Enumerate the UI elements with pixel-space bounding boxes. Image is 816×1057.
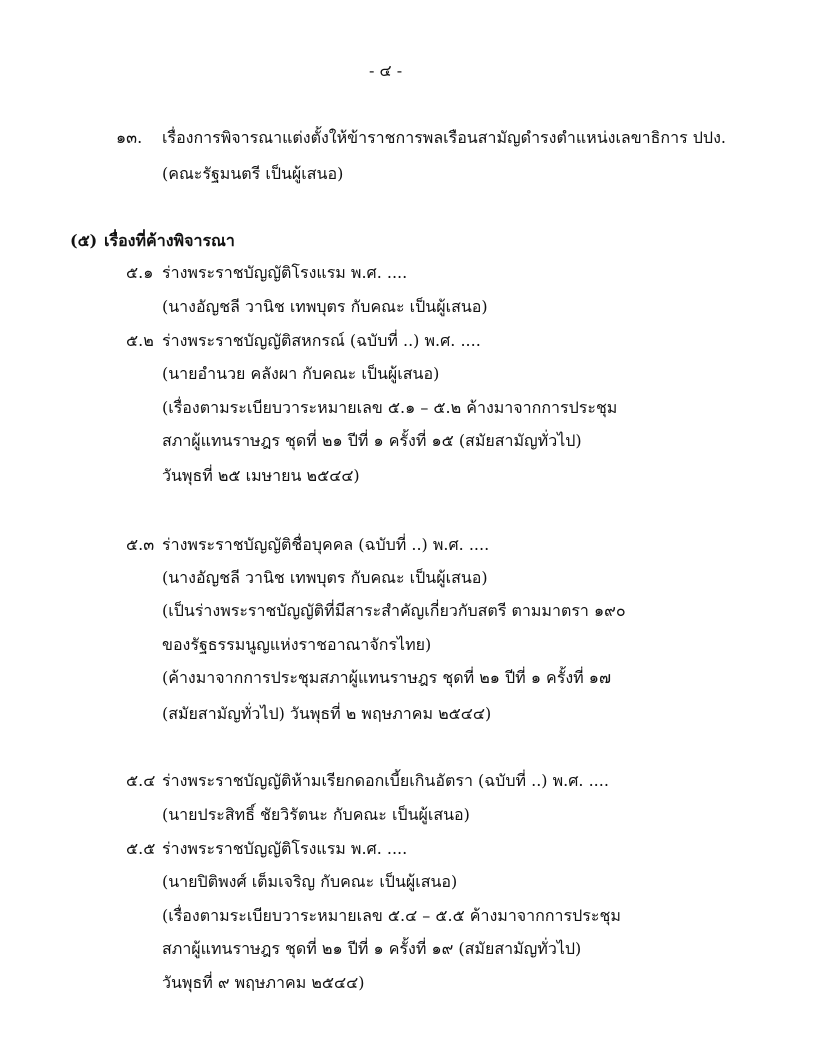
item-13-title: เรื่องการพิจารณาแต่งตั้งให้ข้าราชการพลเรือนสามัญดำรงตำแหน่งเลขาธิการ ปปง. <box>162 128 726 147</box>
item-number: ๕.๓ <box>126 535 155 554</box>
item-number: ๕.๑ <box>126 263 154 282</box>
item-line: (นางอัญชลี วานิช เทพบุตร กับคณะ เป็นผู้เสนอ) <box>162 297 488 316</box>
item-line: (นายประสิทธิ์ ชัยวิรัตนะ กับคณะ เป็นผู้เสนอ) <box>162 805 470 824</box>
item-line: วันพุธที่ ๙ พฤษภาคม ๒๕๔๔) <box>162 973 365 992</box>
item-title: ร่างพระราชบัญญัติโรงแรม พ.ศ. .... <box>162 839 408 858</box>
item-title: ร่างพระราชบัญญัติโรงแรม พ.ศ. .... <box>162 263 408 282</box>
item-line: (เรื่องตามระเบียบวาระหมายเลข ๕.๔ – ๕.๕ ค้างมาจากการประชุม <box>162 906 621 925</box>
item-line: (เป็นร่างพระราชบัญญัติที่มีสาระสำคัญเกี่ยวกับสตรี ตามมาตรา ๑๙๐ <box>162 601 626 620</box>
item-line: (นายอำนวย คลังผา กับคณะ เป็นผู้เสนอ) <box>162 364 440 383</box>
item-line: สภาผู้แทนราษฎร ชุดที่ ๒๑ ปีที่ ๑ ครั้งที่ ๑๙ (สมัยสามัญทั่วไป) <box>162 939 582 958</box>
item-line: (ค้างมาจากการประชุมสภาผู้แทนราษฎร ชุดที่ ๒๑ ปีที่ ๑ ครั้งที่ ๑๗ <box>162 668 611 687</box>
section-5-number: (๕) <box>70 231 98 250</box>
item-13-number: ๑๓. <box>116 128 143 147</box>
item-number: ๕.๔ <box>126 771 156 790</box>
item-line: วันพุธที่ ๒๕ เมษายน ๒๕๔๔) <box>162 466 360 485</box>
item-line: สภาผู้แทนราษฎร ชุดที่ ๒๑ ปีที่ ๑ ครั้งที่ ๑๕ (สมัยสามัญทั่วไป) <box>162 431 582 450</box>
item-title: ร่างพระราชบัญญัติสหกรณ์ (ฉบับที่ ..) พ.ศ. .... <box>162 331 481 350</box>
item-number: ๕.๕ <box>126 839 156 858</box>
item-line: (เรื่องตามระเบียบวาระหมายเลข ๕.๑ – ๕.๒ ค้างมาจากการประชุม <box>162 398 618 417</box>
item-number: ๕.๒ <box>126 331 154 350</box>
item-line: (สมัยสามัญทั่วไป) วันพุธที่ ๒ พฤษภาคม ๒๕๔๔) <box>162 704 492 723</box>
item-13-proposer: (คณะรัฐมนตรี เป็นผู้เสนอ) <box>162 164 344 183</box>
item-line: (นางอัญชลี วานิช เทพบุตร กับคณะ เป็นผู้เสนอ) <box>162 568 488 587</box>
section-5-heading: เรื่องที่ค้างพิจารณา <box>104 231 235 250</box>
item-title: ร่างพระราชบัญญัติชื่อบุคคล (ฉบับที่ ..) พ.ศ. .... <box>162 535 490 554</box>
item-line: ของรัฐธรรมนูญแห่งราชอาณาจักรไทย) <box>162 635 432 654</box>
item-title: ร่างพระราชบัญญัติห้ามเรียกดอกเบี้ยเกินอัตรา (ฉบับที่ ..) พ.ศ. .... <box>162 771 609 790</box>
item-line: (นายปิติพงศ์ เต็มเจริญ กับคณะ เป็นผู้เสนอ) <box>162 872 458 891</box>
page-number: - ๔ - <box>369 61 403 80</box>
